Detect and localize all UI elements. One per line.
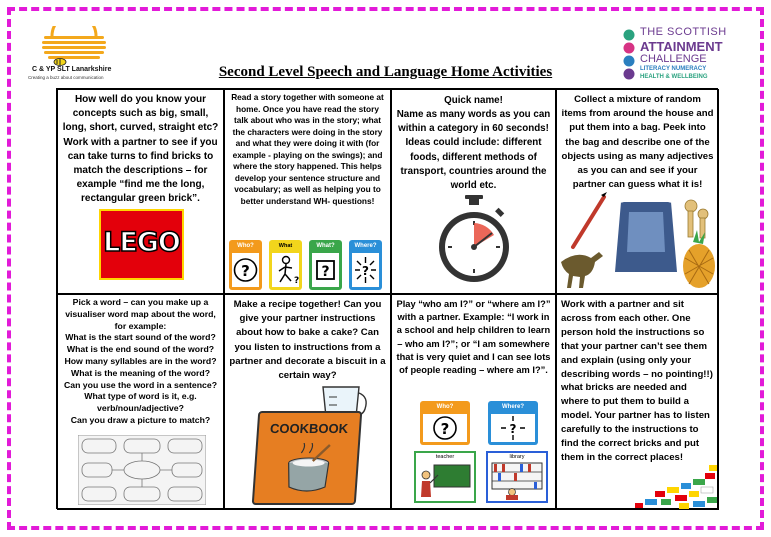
who-card-label: Who? (436, 404, 454, 410)
lego-logo-text: LEGO (103, 227, 180, 258)
lego-logo (99, 209, 184, 280)
activity-word-map (57, 294, 224, 510)
word-map-question: Can you draw a picture to match? (70, 414, 211, 425)
what-card (309, 240, 342, 290)
activity-text: Make a recipe together! Can you give your partner instructions about how to bake a cake? Can you listen to instructions from a partner and decorate a biscuit in a certain way? (229, 299, 386, 382)
activity-text: How well do you know your concepts such as big, small, long, short, curved, straight etc? Work with a partner to see if you can take turns to find bricks to match the descriptions – for example “find me the long, rectangular green brick”. (62, 94, 219, 205)
sac-line-2: ATTAINMENT (640, 39, 723, 54)
svg-text:?: ? (294, 276, 299, 286)
question-head-icon (423, 414, 467, 442)
word-map-question: How many syllables are in the word? (64, 355, 217, 366)
sac-line-5: HEALTH & WELLBEING (640, 74, 708, 80)
activity-concepts-lego (57, 89, 224, 294)
activity-quick-name (391, 89, 556, 294)
word-map-question: What is the meaning of the word? (71, 367, 210, 378)
question-box-icon (312, 253, 339, 287)
dinosaur-toy-icon (561, 252, 603, 288)
activity-text: Work with a partner and sit across from each other. One person hold the instructions so that your partner can’t see them and explain (using only your describing words – no pointing!!) what bricks are needed and where to put them to build a model. Your partner has to listen carefully to the instructions to find the correct bricks and put them in the correct places! (561, 299, 713, 463)
svg-text:?: ? (321, 264, 330, 280)
svg-text:?: ? (509, 422, 517, 436)
what-doing-card-label: What (278, 243, 293, 249)
where-card-label: Where? (501, 404, 524, 410)
activity-build-model (556, 294, 719, 510)
activity-text: Read a story together with someone at home. Once you have read the story talk about who was in the story; what the characters were doing in the story and what they were doing it with (for example - playing on the swings); and where the story happened. This helps develop your sentence structure and vocabulary; as well as helping you to better understand WH- questions! (231, 92, 384, 206)
who-card-label: Who? (237, 243, 254, 249)
cookbook-image (252, 411, 363, 505)
teacher-label: teacher (435, 454, 455, 460)
activity-text (62, 297, 219, 427)
running-figure-icon (272, 253, 299, 287)
slt-logo-tagline: Creating a buzz about communication (28, 75, 104, 80)
question-arrows-icon (352, 253, 379, 287)
where-card (349, 240, 382, 290)
activity-who-am-i (391, 294, 556, 510)
word-map-worksheet-image (78, 435, 206, 505)
lego-bricks-pile-image (625, 463, 719, 509)
word-map-question: Can you use the word in a sentence? (63, 379, 218, 390)
teacher-icon (416, 461, 474, 501)
word-map-intro: Pick a word – can you make up a visualiser word map about the word, for example: (65, 297, 216, 331)
page-title: Second Level Speech and Language Home Activities (218, 64, 553, 80)
cooking-pot-icon (278, 443, 338, 499)
pencil-icon (573, 197, 604, 247)
svg-text:?: ? (241, 262, 250, 280)
sac-line-1: THE SCOTTISH (640, 26, 727, 38)
who-card (229, 240, 262, 290)
stopwatch-icon (434, 195, 514, 285)
activity-text: Collect a mixture of random items from around the house and put them into a bag. Peek into the bag and describe one of the objects using as many adjectives as you can and see if your partner can guess what it is! (561, 94, 714, 191)
what-doing-card (269, 240, 302, 290)
question-arrows-icon (491, 414, 535, 442)
sac-line-3: CHALLENGE (640, 53, 707, 65)
word-map-question: What is the end sound of the word? (66, 344, 215, 355)
activity-story-wh-questions (224, 89, 391, 294)
drawstring-bag-icon (615, 196, 677, 272)
what-card-label: What? (316, 243, 335, 249)
svg-text:?: ? (440, 420, 450, 438)
activity-title: Quick name! (444, 95, 503, 106)
activity-recipe (224, 294, 391, 510)
sunrise-icon (38, 26, 110, 66)
cookbook-title: COOKBOOK (269, 421, 349, 436)
question-head-icon (232, 253, 259, 287)
word-map-question: What is the start sound of the word? (65, 332, 216, 343)
sac-line-4: LITERACY NUMERACY (640, 66, 707, 72)
svg-text:?: ? (362, 264, 369, 278)
activities-grid (56, 88, 718, 509)
library-picture-card (486, 451, 548, 503)
library-icon (488, 461, 546, 501)
activity-mystery-bag (556, 89, 719, 294)
library-label: library (509, 454, 525, 460)
activity-text: Play “who am I?” or “where am I?” with a partner. Example: “I work in a school and help children to learn – who am I?”; or “I am somewhere that is very quiet and I can see lots of people reading – where am I?”. (396, 299, 551, 376)
slt-logo-name: C & YP SLT Lanarkshire (32, 66, 112, 73)
where-card (488, 401, 538, 445)
teacher-picture-card (414, 451, 476, 503)
activity-text: Name as many words as you can within a category in 60 seconds! Ideas could include: different foods, different methods of transport, countries around the world etc. (396, 109, 551, 192)
where-card-label: Where? (354, 243, 377, 249)
word-map-question: What type of word is it, e.g. verb/noun/adjective? (84, 391, 197, 414)
who-card (420, 401, 470, 445)
random-items-image (559, 192, 717, 292)
pineapple-icon (683, 230, 715, 288)
